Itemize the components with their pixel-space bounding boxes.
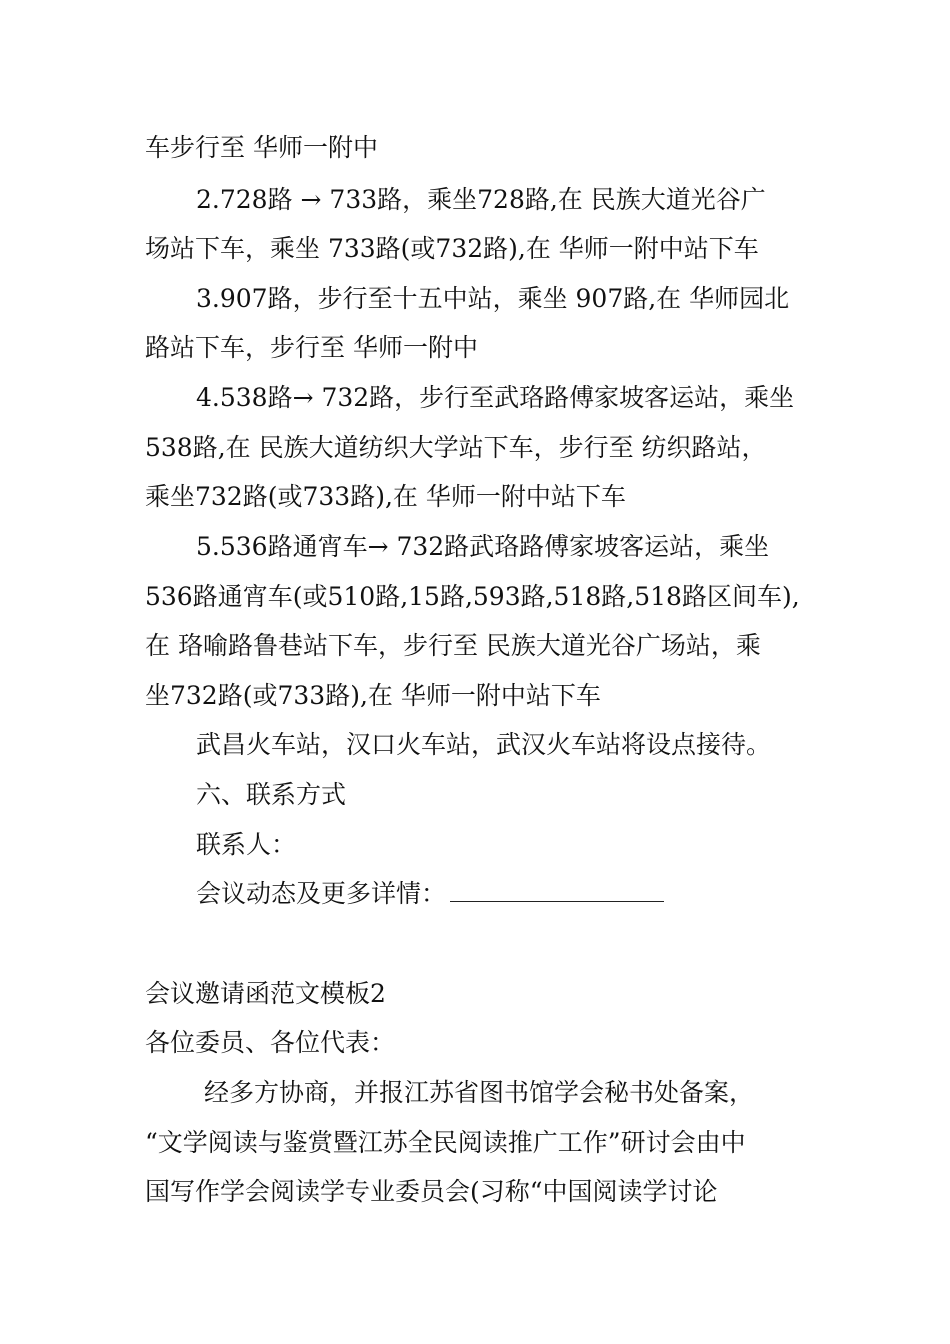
section-heading-contact: 六、联系方式 [196,780,347,809]
station-reception-line: 武昌火车站，汉口火车站，武汉火车站将设点接待。 [196,730,772,759]
route-5-line-1: 5.536路通宵车→ 732路武珞路傅家坡客运站，乘坐 [196,532,770,561]
route-5-line-2: 536路通宵车(或510路,15路,593路,518路,518路区间车), [145,582,800,611]
template-2-title: 会议邀请函范文模板2 [145,979,386,1008]
body-paragraph-line-2: “文学阅读与鉴赏暨江苏全民阅读推广工作”研讨会由中 [145,1128,746,1157]
route-3-line-1: 3.907路，步行至十五中站，乘坐 907路,在 华师园北 [196,284,790,313]
text-line: 车步行至 华师一附中 [145,133,378,162]
route-4-line-2: 538路,在 民族大道纺织大学站下车，步行至 纺织路站， [145,433,767,462]
route-4-line-3: 乘坐732路(或733路),在 华师一附中站下车 [145,482,626,511]
contact-person-label: 联系人： [196,830,297,859]
route-4-line-1: 4.538路→ 732路，步行至武珞路傅家坡客运站，乘坐 [196,383,795,412]
route-2-line-1: 2.728路 → 733路，乘坐728路,在 民族大道光谷广 [196,185,766,214]
salutation-line: 各位委员、各位代表： [145,1028,396,1057]
body-paragraph-line-3: 国写作学会阅读学专业委员会(习称“中国阅读学讨论 [145,1177,718,1206]
route-5-line-3: 在 珞喻路鲁巷站下车，步行至 民族大道光谷广场站，乘 [145,631,761,660]
details-blank-underline [450,879,664,902]
details-line [196,878,664,910]
route-3-line-2: 路站下车，步行至 华师一附中 [145,333,478,362]
body-paragraph-line-1: 经多方协商，并报江苏省图书馆学会秘书处备案， [204,1078,755,1107]
route-5-line-4: 坐732路(或733路),在 华师一附中站下车 [145,681,601,710]
details-label: 会议动态及更多详情： [196,879,447,908]
route-2-line-2: 场站下车，乘坐 733路(或732路),在 华师一附中站下车 [145,234,759,263]
